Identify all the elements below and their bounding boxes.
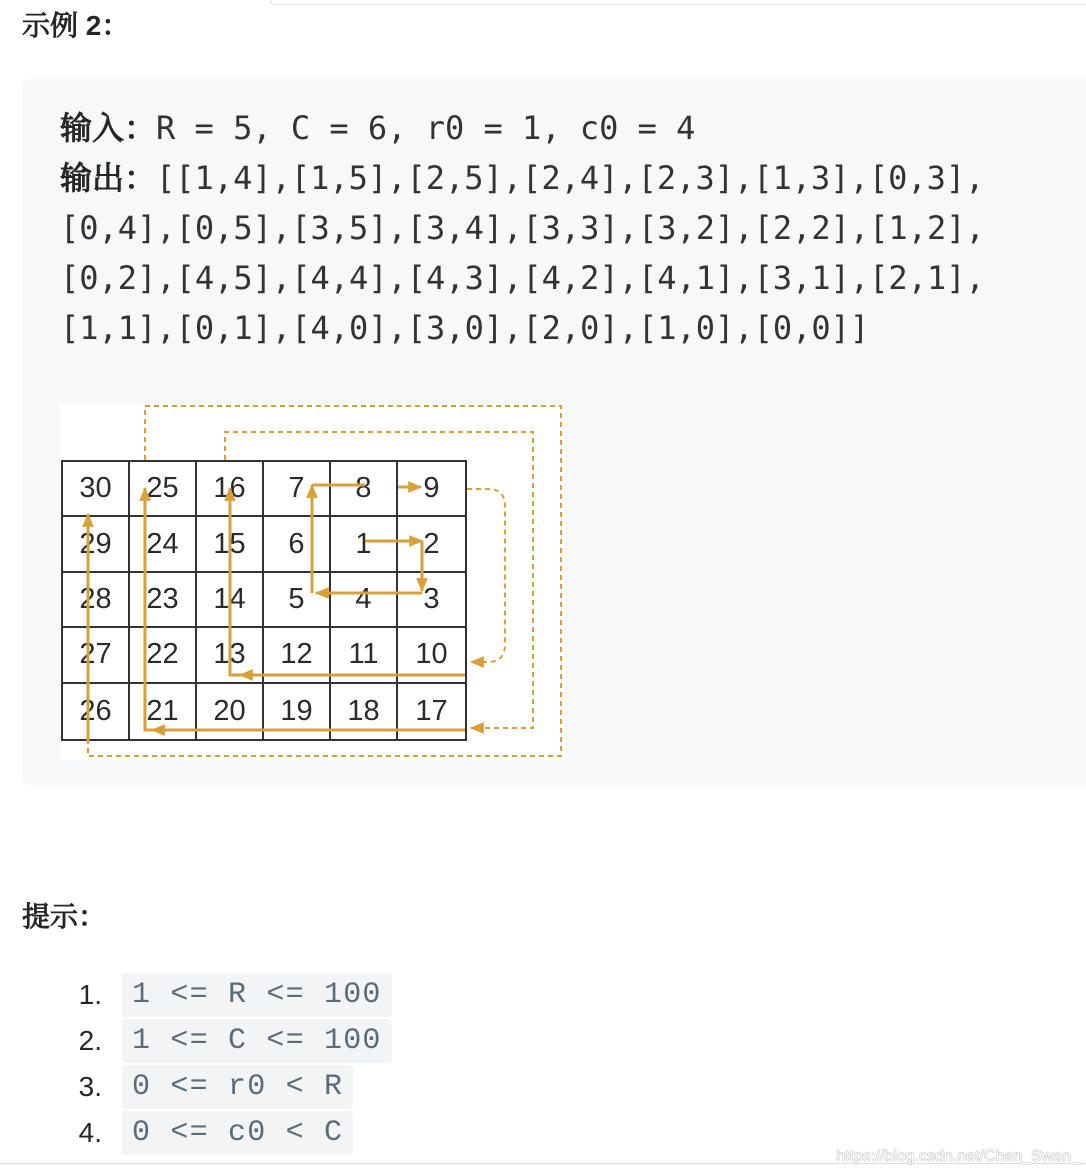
grid-cell-r3-c0: 27 (63, 628, 130, 683)
output-value-line-2: [0,4],[0,5],[3,5],[3,4],[3,3],[3,2],[2,2],[1,2], (60, 209, 985, 247)
grid-cell-r4-c0: 26 (63, 684, 130, 739)
hints-heading: 提示： (22, 901, 107, 932)
constraints-list (0, 972, 392, 1156)
grid-cell-r4-c4: 18 (331, 684, 398, 739)
grid-cell-r3-c4: 11 (331, 628, 398, 683)
constraint-code: 1 <= C <= 100 (122, 1019, 392, 1063)
path-step-21-to-25 (145, 488, 154, 730)
constraint-code: 0 <= r0 < R (122, 1065, 353, 1109)
grid-cell-r1-c5: 2 (398, 517, 465, 572)
grid-cell-r0-c5: 9 (398, 462, 465, 517)
grid-cell-r2-c5: 3 (398, 573, 465, 628)
spiral-path-overlay (60, 404, 565, 760)
constraint-code: 1 <= R <= 100 (122, 973, 392, 1017)
grid-cell-r1-c1: 24 (130, 517, 197, 572)
list-item (0, 972, 392, 1018)
list-marker: 4. (78, 1117, 102, 1148)
grid-cell-r0-c0: 30 (63, 462, 130, 517)
grid-cell-r1-c0: 29 (63, 517, 130, 572)
list-marker: 1. (78, 979, 102, 1010)
grid-cell-r4-c2: 20 (197, 684, 264, 739)
grid-cell-r4-c3: 19 (264, 684, 331, 739)
output-value-line-3: [0,2],[4,5],[4,4],[4,3],[4,2],[4,1],[3,1],[2,1], (60, 259, 985, 297)
grid-cell-r3-c5: 10 (398, 628, 465, 683)
code-lines (60, 103, 985, 353)
input-line (60, 103, 985, 153)
list-item (0, 1064, 392, 1110)
grid-cell-r4-c1: 21 (130, 684, 197, 739)
grid-cell-r3-c2: 13 (197, 628, 264, 683)
output-value-line-4: [1,1],[0,1],[4,0],[3,0],[2,0],[1,0],[0,0]] (60, 309, 870, 347)
grid-cell-r1-c2: 15 (197, 517, 264, 572)
list-marker: 3. (78, 1071, 102, 1102)
path-outside-9-to-10 (467, 489, 505, 662)
output-label: 输出： (60, 160, 157, 196)
path-step-13-to-16 (230, 488, 242, 675)
list-item (0, 1018, 392, 1064)
grid-cell-r2-c1: 23 (130, 573, 197, 628)
output-value-line-1: [[1,4],[1,5],[2,5],[2,4],[2,3],[1,3],[0,3], (156, 159, 985, 197)
grid-cell-r4-c5: 17 (415, 694, 448, 727)
grid-cell-r0-c3: 7 (264, 462, 331, 517)
previous-panel-edge (270, 0, 1086, 5)
grid-cell-r2-c0: 28 (63, 573, 130, 628)
grid-cell-r0-c2: 16 (197, 462, 264, 517)
watermark: https://blog.csdn.net/Chen_Swan_ (836, 1148, 1080, 1165)
output-line (60, 203, 985, 253)
example-heading: 示例 2： (22, 10, 130, 41)
input-label: 输入： (60, 110, 157, 146)
path-outside-25-to-26 (88, 406, 561, 756)
spiral-diagram (60, 404, 565, 760)
grid-cell-r2-c3: 5 (264, 573, 331, 628)
grid-cell-r3-c3: 12 (264, 628, 331, 683)
grid-cell-r2-c4: 4 (331, 573, 398, 628)
grid-cell-r0-c1: 25 (130, 462, 197, 517)
grid-cell-r1-c3: 6 (264, 517, 331, 572)
constraint-code: 0 <= c0 < C (122, 1111, 353, 1155)
path-outside-16-to-17 (225, 432, 533, 728)
output-line (60, 303, 985, 353)
grid-cell-r2-c2: 14 (197, 573, 264, 628)
grid-cell-r1-c4: 1 (331, 517, 398, 572)
output-line (60, 153, 985, 203)
output-line (60, 253, 985, 303)
list-marker: 2. (78, 1025, 102, 1056)
grid-cell-r3-c1: 22 (130, 628, 197, 683)
list-item (0, 1110, 392, 1156)
input-value: R = 5, C = 6, r0 = 1, c0 = 4 (156, 109, 696, 147)
grid-cell-r0-c4: 8 (331, 462, 398, 517)
example-code-block (22, 79, 1086, 785)
